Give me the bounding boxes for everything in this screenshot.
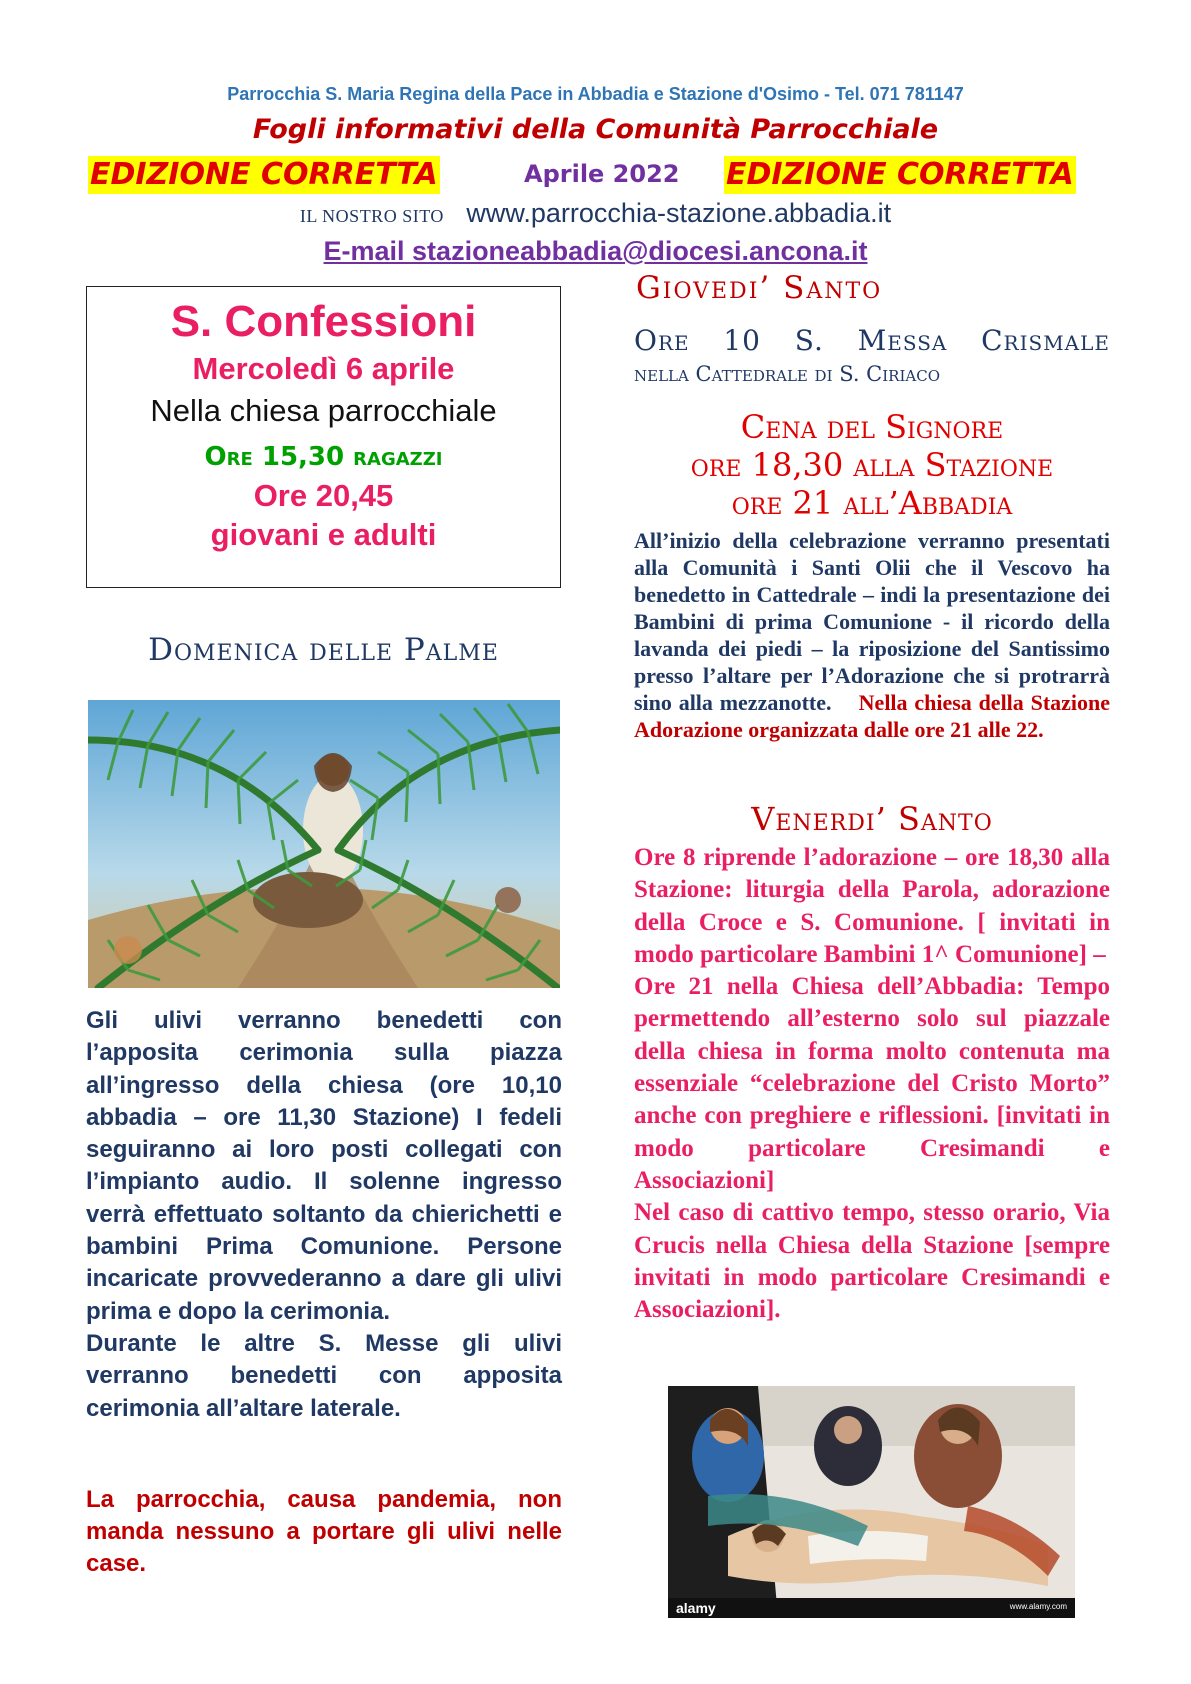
palm-sunday-image bbox=[88, 700, 560, 988]
good-friday-paragraph-1: Ore 8 riprende l’adorazione – ore 18,30 alla Stazione: liturgia della Parola, adorazione della Croce e S. Comunione. [ invitati in modo particolare Bambini 1^ Comunione] – bbox=[634, 844, 1110, 968]
bulletin-subtitle: Fogli informativi della Comunità Parrocchiale bbox=[252, 114, 939, 145]
cathedral-line: nella Cattedrale di S. Ciriaco bbox=[634, 362, 940, 386]
holy-thursday-title: Giovedi’ Santo bbox=[636, 270, 883, 306]
confessions-date: Mercoledì 6 aprile bbox=[192, 351, 455, 386]
good-friday-text bbox=[634, 842, 1110, 1326]
palm-sunday-text bbox=[86, 1005, 562, 1425]
sculpture-illustration bbox=[668, 1386, 1075, 1618]
good-friday-paragraph-3: Nel caso di cattivo tempo, stesso orario, Via Crucis nella Chiesa della Stazione [sempre invitati in modo particolare Cresimandi e Associazioni]. bbox=[634, 1199, 1110, 1324]
palm-sunday-paragraph-2: Durante le altre S. Messe gli ulivi verranno benedetti con apposita cerimonia all’altare laterale. bbox=[86, 1329, 562, 1422]
lords-supper-block bbox=[634, 408, 1110, 522]
email-link[interactable]: E-mail stazioneabbadia@diocesi.ancona.it bbox=[323, 236, 868, 266]
confessions-box bbox=[86, 286, 561, 588]
alamy-url: www.alamy.com bbox=[1009, 1602, 1067, 1611]
confessions-place: Nella chiesa parrocchiale bbox=[150, 393, 497, 428]
edition-badge-left: EDIZIONE CORRETTA bbox=[90, 157, 438, 192]
holy-thursday-description: All’inizio della celebrazione verranno presentati alla Comunità i Santi Olii che il Vescovo ha benedetto in Cattedrale – indi la presentazione dei Bambini di prima Comunione - il ricordo della lavanda dei piedi – la riposizione del Santissimo presso l’altare per l’Adorazione che si protrarrà sino alla mezzanotte. bbox=[634, 528, 1110, 715]
confessions-adults-label: giovani e adulti bbox=[210, 517, 437, 552]
lords-supper-time-stazione: ore 18,30 alla Stazione bbox=[690, 446, 1054, 484]
issue-month: Aprile 2022 bbox=[524, 160, 680, 188]
website-label: IL NOSTRO SITO bbox=[299, 206, 444, 226]
alamy-watermark: alamy bbox=[676, 1600, 716, 1616]
parish-header: Parrocchia S. Maria Regina della Pace in Abbadia e Stazione d'Osimo - Tel. 071 781147 bbox=[227, 84, 964, 104]
confessions-adults-time: Ore 20,45 bbox=[253, 478, 394, 513]
palm-illustration bbox=[88, 700, 560, 988]
holy-thursday-text bbox=[634, 527, 1110, 743]
edition-badge-right: EDIZIONE CORRETTA bbox=[726, 157, 1074, 192]
lords-supper-title: Cena del Signore bbox=[740, 408, 1004, 446]
confessions-kids-time: Ore 15,30 ragazzi bbox=[204, 442, 443, 472]
palm-sunday-note: La parrocchia, causa pandemia, non manda nessuno a portare gli ulivi nelle case. bbox=[86, 1486, 562, 1577]
confessions-title: S. Confessioni bbox=[170, 297, 477, 346]
dead-christ-sculpture-image bbox=[668, 1386, 1075, 1618]
good-friday-paragraph-2: Ore 21 nella Chiesa dell’Abbadia: Tempo permettendo all’esterno solo sul piazzale della chiesa in forma molto contenuta ma essenziale “celebrazione del Cristo Morto” anche con preghiere e riflessioni. [invitati in modo particolare Cresimandi e Associazioni] bbox=[634, 973, 1110, 1194]
holy-thursday-adoration-note: Nella chiesa della Stazione Adorazione organizzata dalle ore 21 alle 22. bbox=[634, 690, 1111, 742]
lords-supper-time-abbadia: ore 21 all’Abbadia bbox=[731, 484, 1013, 522]
website-line bbox=[0, 198, 1191, 229]
website-link[interactable]: www.parrocchia-stazione.abbadia.it bbox=[466, 198, 892, 228]
good-friday-title: Venerdi’ Santo bbox=[751, 800, 993, 838]
chrism-mass-line: Ore 10 S. Messa Crismale bbox=[634, 324, 1110, 357]
palm-sunday-paragraph-1: Gli ulivi verranno benedetti con l’apposita cerimonia sulla piazza all’ingresso della chiesa (ore 10,10 abbadia – ore 11,30 Stazione) I fedeli seguiranno ai loro posti collegati con l’impianto audio. Il solenne ingresso verrà effettuato soltanto da chierichetti e bambini Prima Comunione. Persone incaricate provvederanno a dare gli ulivi prima e dopo la cerimonia. bbox=[86, 1007, 562, 1325]
palm-sunday-title: Domenica delle Palme bbox=[148, 632, 499, 668]
